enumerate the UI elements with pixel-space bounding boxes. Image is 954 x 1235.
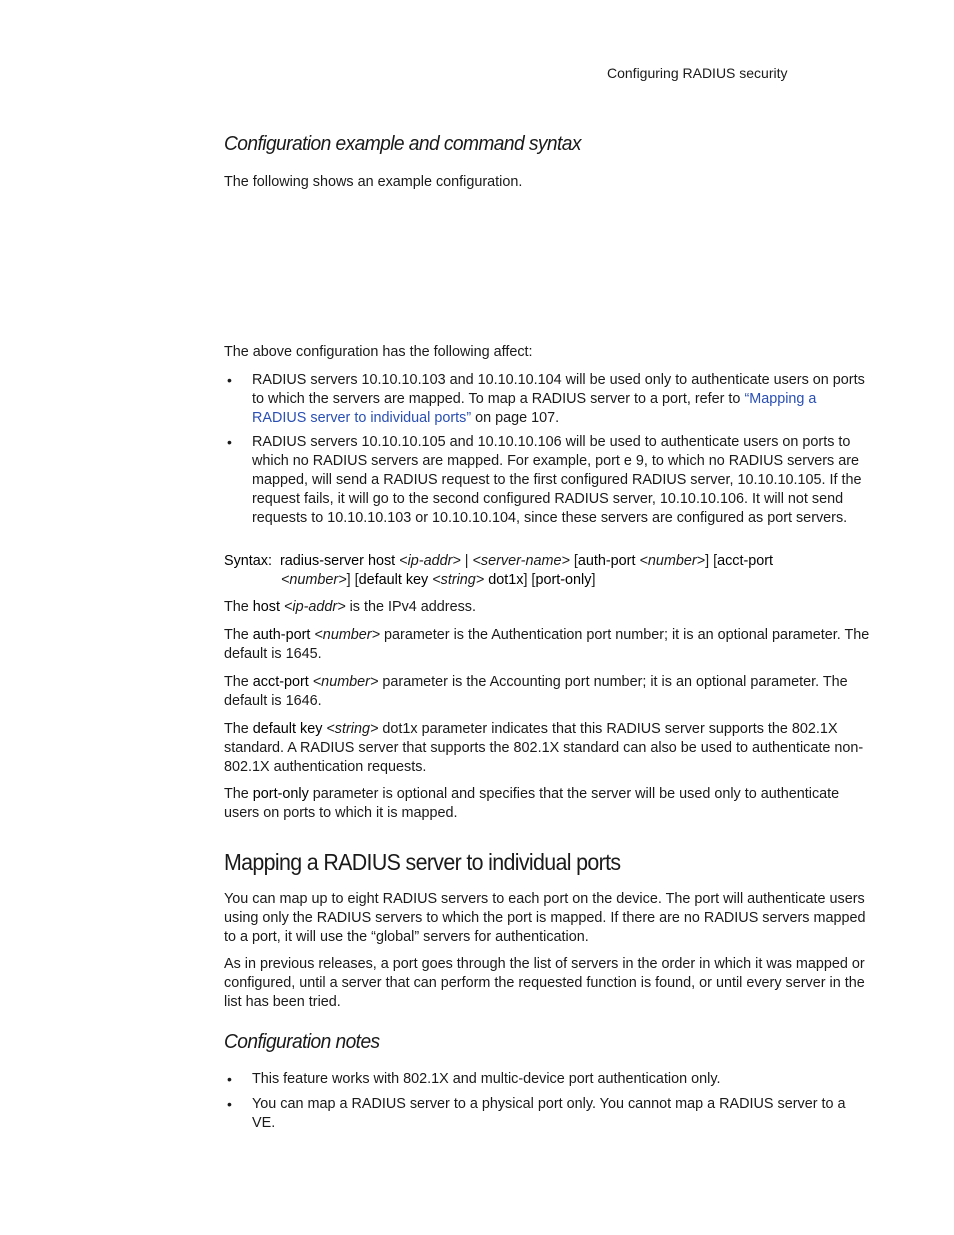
mapping-paragraph-1: You can map up to eight RADIUS servers to each port on the device. The port will authenticate users using only the RADIUS servers to which the port is mapped. If there are no RADIUS servers mapped to a port, it will use the “global” servers for authentication.: [224, 891, 866, 945]
param-auth-port-paragraph: [224, 626, 870, 664]
mapping-radius-link[interactable]: “Mapping a RADIUS server to individual ports”: [252, 391, 817, 426]
intro-paragraph: The following shows an example configuration.: [224, 174, 523, 190]
text-part: parameter is the Authentication port number; it is an optional parameter. The default is 1645.: [224, 627, 870, 662]
syntax-default-key: default key: [358, 572, 429, 588]
syntax-separator: |: [460, 553, 473, 569]
text-part: parameter is the Accounting port number; it is an optional parameter. The default is 1646.: [224, 674, 848, 709]
param-argument: <string>: [326, 721, 379, 737]
bullet-text-part: RADIUS servers 10.10.10.103 and 10.10.10.104 will be used only to authenticate users on ports to which the servers are mapped. To map a RADIUS server to a port, refer to: [252, 372, 865, 407]
bullet-text: [252, 371, 870, 428]
param-default-key-paragraph: [224, 720, 870, 777]
bullet-text-part: on page 107.: [471, 410, 560, 426]
mapping-paragraph-2: As in previous releases, a port goes through the list of servers in the order in which it was mapped or configured, until a server that can perform the requested function is found, or until every server in the list has been tried.: [224, 956, 865, 1010]
syntax-acct-port: acct-port: [717, 553, 774, 569]
syntax-ip-addr: <ip-addr>: [399, 553, 461, 569]
syntax-number: <number>: [281, 572, 347, 588]
syntax-port-only: port-only: [535, 572, 592, 588]
text-part: parameter is optional and specifies that the server will be used only to authenticate users on ports to which it is mapped.: [224, 786, 840, 821]
bullet-text: RADIUS servers 10.10.10.105 and 10.10.10.106 will be used to authenticate users on ports to which no RADIUS servers are mapped. For example, port e 9, to which no RADIUS servers are mapped, will send a RADIUS request to the first configured RADIUS server, 10.10.10.105. If the request fails, it will go to the second configured RADIUS server, 10.10.10.106. It will not send requests to 10.10.10.103 or 10.10.10.104, since these servers are configured as port servers.: [252, 434, 862, 526]
param-argument: <number>: [314, 627, 381, 643]
list-item: [224, 1070, 870, 1089]
param-host-paragraph: [224, 598, 870, 617]
section-heading-config-example: Configuration example and command syntax: [224, 133, 581, 155]
param-port-only-paragraph: [224, 785, 870, 823]
bullet-text: This feature works with 802.1X and multic-device port authentication only.: [252, 1071, 721, 1087]
syntax-line-2: <number>] [default key <string> dot1x] [port-only]: [281, 572, 596, 588]
syntax-command: radius-server host: [280, 553, 396, 569]
syntax-string: <string>: [432, 572, 485, 588]
list-item: [224, 1095, 870, 1133]
bullet-text: You can map a RADIUS server to a physical port only. You cannot map a RADIUS server to a VE.: [252, 1096, 846, 1131]
text-part: The: [224, 721, 253, 737]
text-part: The: [224, 674, 253, 690]
syntax-server-name: <server-name>: [472, 553, 570, 569]
syntax-auth-port: auth-port: [577, 553, 636, 569]
affect-intro-paragraph: The above configuration has the following affect:: [224, 344, 533, 360]
param-keyword: host: [252, 599, 280, 615]
param-keyword: acct-port: [252, 674, 309, 690]
running-header: Configuring RADIUS security: [607, 65, 788, 81]
text-part: dot1x parameter indicates that this RADIUS server supports the 802.1X standard. A RADIUS server that supports the 802.1X standard can also be used to authenticate non-802.1X authentication requests.: [224, 721, 864, 775]
param-argument: <ip-addr>: [284, 599, 346, 615]
list-item: [224, 433, 870, 528]
section-heading-config-notes: Configuration notes: [224, 1031, 380, 1053]
text-part: The: [224, 786, 253, 802]
param-keyword: auth-port: [252, 627, 311, 643]
bullet-icon: •: [227, 1071, 232, 1087]
syntax-number: <number>: [639, 553, 706, 569]
text-part: is the IPv4 address.: [345, 599, 476, 615]
bullet-icon: •: [227, 372, 232, 388]
syntax-block: [224, 552, 870, 590]
param-keyword: port-only: [252, 786, 309, 802]
bullet-icon: •: [227, 434, 232, 450]
text-part: The: [224, 599, 253, 615]
param-argument: <number>: [312, 674, 379, 690]
bullet-icon: •: [227, 1096, 232, 1112]
param-acct-port-paragraph: [224, 673, 870, 711]
syntax-line-1: Syntax: radius-server host <ip-addr> | <server-name> [auth-port <number>] [acct-port: [224, 553, 774, 569]
syntax-dot1x: dot1x: [488, 572, 524, 588]
section-heading-mapping: Mapping a RADIUS server to individual ports: [224, 849, 621, 875]
param-keyword: default key: [252, 721, 323, 737]
list-item: [224, 371, 870, 428]
text-part: The: [224, 627, 253, 643]
syntax-label: Syntax:: [224, 553, 272, 569]
